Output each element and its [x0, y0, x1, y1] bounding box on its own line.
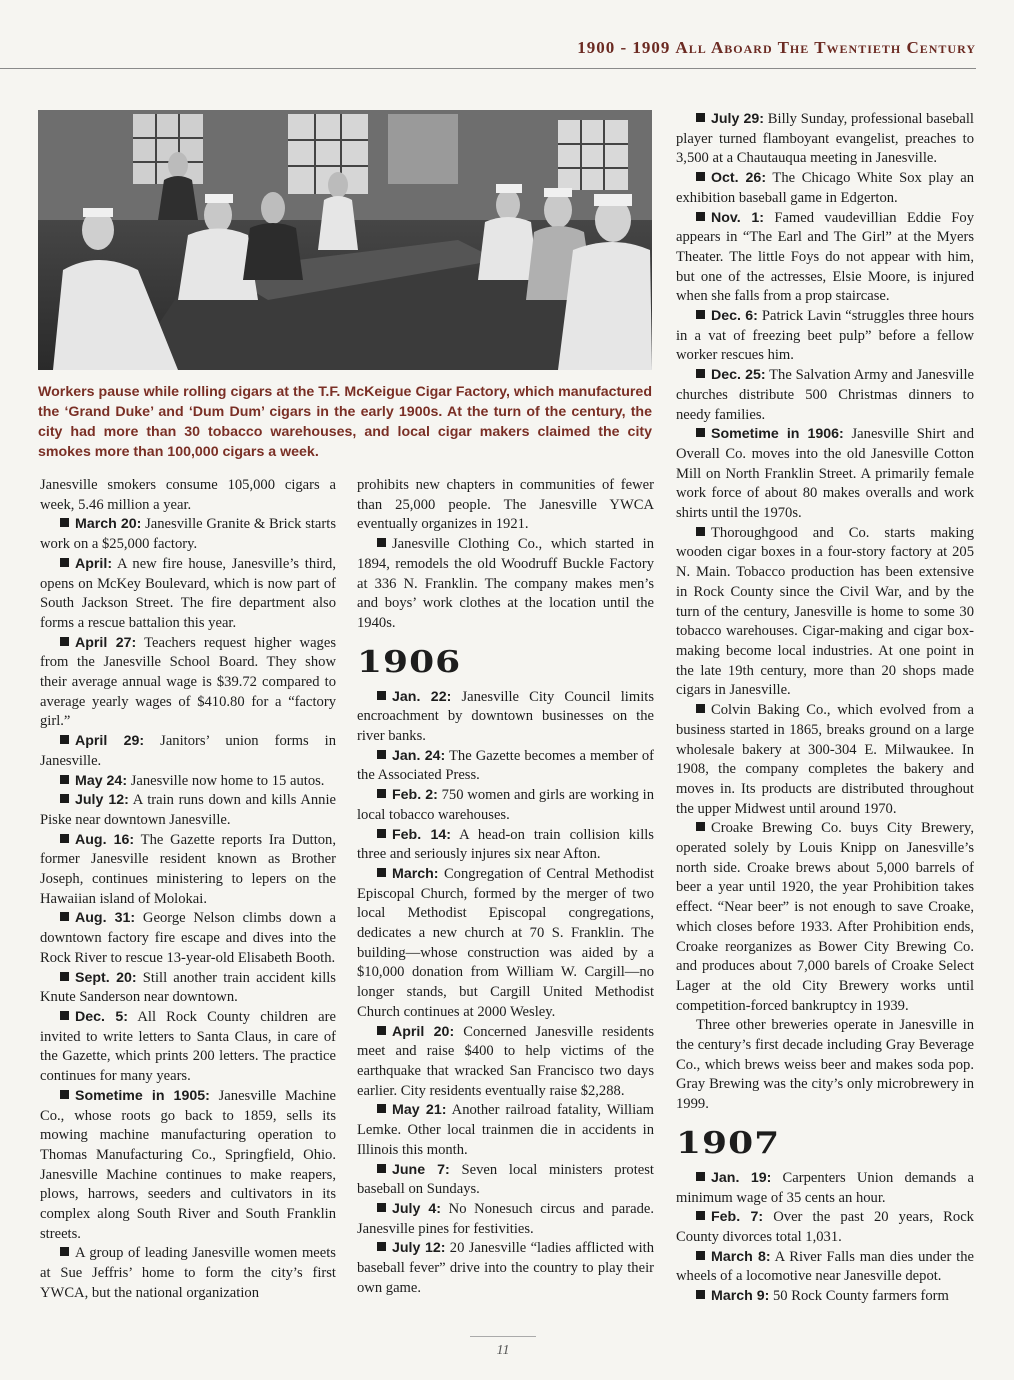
bullet-square-icon [377, 691, 386, 700]
year-heading-1907: 1907 [676, 1125, 781, 1161]
entry-date: March 9: [711, 1288, 770, 1305]
entry [676, 1016, 974, 1115]
entry-date: Nov. 1: [711, 209, 764, 226]
entry-text: Over the past 20 years, Rock County divorces total 1,031. [676, 1209, 974, 1245]
entry-date: Feb. 2: [392, 787, 438, 804]
bullet-square-icon [377, 1026, 386, 1035]
entry-date: Aug. 16: [75, 831, 135, 848]
bullet-square-icon [696, 527, 705, 536]
bullet-square-icon [60, 775, 69, 784]
column-1 [40, 476, 336, 1304]
entry-date: Jan. 24: [392, 747, 446, 764]
entry-date: Oct. 26: [711, 170, 767, 187]
entry-date: Sometime in 1905: [75, 1087, 210, 1104]
bullet-square-icon [696, 428, 705, 437]
entry [676, 169, 974, 208]
entry [40, 791, 336, 830]
entry-date: April 27: [75, 634, 137, 651]
bullet-square-icon [696, 1290, 705, 1299]
entry-text: 20 Janesville “ladies afflicted with baseball fever” drive into the country to play their own game. [357, 1240, 654, 1296]
entry-date: April 20: [392, 1023, 455, 1040]
entry [676, 425, 974, 524]
entry [676, 1169, 974, 1208]
entry [357, 747, 654, 786]
bullet-square-icon [377, 1203, 386, 1212]
entry-date: July 29: [711, 111, 764, 127]
entry-text: Patrick Lavin “struggles three hours in a vat of freezing beet pulp” before a fellow worker rescues him. [676, 308, 974, 364]
entry-text: A head-on train collision kills three and seriously injures six near Afton. [357, 826, 654, 863]
entry [357, 1200, 654, 1239]
entry-date: Sometime in 1906: [711, 426, 844, 443]
running-header [0, 38, 976, 58]
entry-text: A new fire house, Janesville’s third, opens on McKey Boulevard, which is now part of South Jackson Street. The fire department also forms a rescue battalion this year. [40, 555, 336, 631]
entry [676, 524, 974, 701]
entry-text: prohibits new chapters in communities of fewer than 25,000 people. The Janesville YWCA eventually organizes in 1921. [357, 477, 654, 533]
entry-date: June 7: [392, 1161, 450, 1178]
bullet-square-icon [377, 829, 386, 838]
entry-text: Concerned Janesville residents meet and raise $400 to help victims of the earthquake that wracked San Francisco two days earlier. City residents eventually raise $2,288. [357, 1023, 655, 1099]
column-3 [676, 110, 974, 1307]
entry-date: May 24: [75, 772, 128, 789]
entry-date: Sept. 20: [75, 969, 137, 986]
bullet-square-icon [60, 518, 69, 527]
entry [676, 1287, 974, 1307]
entry [40, 555, 336, 634]
entry-text: Still another train accident kills Knute Sanderson near downtown. [40, 969, 336, 1006]
year-heading-1906: 1906 [357, 644, 462, 679]
entry [40, 634, 336, 733]
entry-text: The Chicago White Sox play an exhibition baseball game in Edgerton. [676, 170, 974, 206]
entry [357, 826, 654, 865]
entry-text: Janesville Shirt and Overall Co. moves into the old Janesville Cotton Mill on North Franklin Street. A primarily female work force of about 80 makes overalls and work shirts until the 1970s. [676, 426, 974, 522]
entry-date: Jan. 22: [392, 688, 452, 705]
entry-date: July 12: [75, 792, 129, 809]
entry-date: Dec. 5: [75, 1008, 129, 1025]
bullet-square-icon [60, 1247, 69, 1256]
entry-text: Teachers request higher wages from the Janesville School Board. They show their average annual wage is $39.72 compared to average yearly wages of $410.80 for a “factory girl.” [40, 634, 337, 730]
entry [357, 865, 654, 1023]
entry-text: George Nelson climbs down a downtown factory fire escape and dives into the Rock River to rescue 13-year-old Elisabeth Booth. [40, 910, 336, 966]
bullet-square-icon [377, 1164, 386, 1173]
entry [357, 1161, 654, 1200]
bullet-square-icon [60, 794, 69, 803]
entry [40, 969, 336, 1008]
bullet-square-icon [377, 1104, 386, 1113]
page-number-text: 11 [496, 1343, 510, 1358]
entry [676, 110, 974, 169]
entry [40, 831, 336, 910]
entry [357, 1101, 654, 1160]
entry [357, 786, 654, 825]
entry-text: 50 Rock County farmers form [769, 1288, 949, 1305]
entry [676, 366, 974, 425]
entry-text: Another railroad fatality, William Lemke. Other local trainmen die in accidents in Illinois this month. [357, 1102, 654, 1158]
entry-text: Janesville City Council limits encroachment by downtown businesses on the river banks. [357, 688, 654, 745]
entry-text: Famed vaudevillian Eddie Foy appears in “The Earl and The Girl” at the Myers Theater. The little Foys do not appear with him, but one of the actresses, Elsie Moore, is injured when she falls from a prop staircase. [676, 209, 975, 305]
entry-text: A River Falls man dies under the wheels of a locomotive near Janesville depot. [676, 1248, 975, 1285]
entry-date: Feb. 7: [711, 1209, 764, 1226]
page-number [470, 1336, 536, 1359]
entry [676, 1208, 974, 1247]
bullet-square-icon [60, 834, 69, 843]
entry-date: April: [75, 555, 113, 572]
entry-text: Three other breweries operate in Janesville in the century’s first decade including Gray Beverage Co., which brews weiss beer and makes soda pop. Gray Brewing was the city’s only microbrewery in 1999. [676, 1017, 974, 1113]
bullet-square-icon [60, 637, 69, 646]
entry [40, 909, 336, 968]
bullet-square-icon [696, 172, 705, 181]
bullet-square-icon [60, 558, 69, 567]
entry [676, 209, 974, 308]
entry [40, 1008, 336, 1087]
entry-text: 750 women and girls are working in local tobacco warehouses. [357, 787, 654, 823]
entry-text: The Salvation Army and Janesville churches distribute 500 Christmas dinners to needy families. [676, 367, 975, 423]
bullet-square-icon [696, 212, 705, 221]
bullet-square-icon [696, 704, 705, 713]
entry-date: March 20: [75, 516, 142, 533]
bullet-square-icon [377, 868, 386, 877]
entry-text: Colvin Baking Co., which evolved from a business started in 1865, breaks ground on a large wholesale bakery at 300-304 E. Milwaukee. In 1908, the company completes the bakery and moves in. Its products are distributed throughout the upper Midwest until around 1970. [676, 702, 974, 817]
bullet-square-icon [696, 822, 705, 831]
entry-text: No Nonesuch circus and parade. Janesville pines for festivities. [357, 1200, 655, 1237]
entry [40, 1244, 336, 1303]
header-years: 1900 - 1909 [577, 38, 671, 57]
entry [676, 701, 974, 819]
entry-text: A group of leading Janesville women meets at Sue Jeffris’ home to form the city’s first YWCA, but the national organization [40, 1245, 336, 1301]
entry-date: May 21: [392, 1102, 447, 1119]
bullet-square-icon [60, 972, 69, 981]
entry-text: Janesville Machine Co., whose roots go back to 1859, sells its mowing machine manufacturing operation to Thomas Manufacturing Co., Springfield, Ohio. Janesville Machine continues to make reapers, plows, harrows, seeders and cultivators in its complex along South River and South Franklin streets. [40, 1087, 336, 1242]
cigar-factory-photo [38, 110, 652, 370]
entry-text: Thoroughgood and Co. starts making wooden cigar boxes in a four-story factory at 205 N. Main. Tobacco production has been extensive in Rock County since the Civil War, and by the turn of the century, Janesville is home to some 30 tobacco warehouses. Cigar-making and cigar box-making become local industries. At one point in the late 19th century, more than 20 shops made cigars in Janesville. [676, 524, 974, 699]
entry-text: Carpenters Union demands a minimum wage of 35 cents an hour. [676, 1169, 974, 1206]
entry-date: March 8: [711, 1248, 771, 1265]
entry [357, 476, 654, 535]
entry-text: Janitors’ union forms in Janesville. [40, 733, 337, 769]
header-rule [0, 68, 976, 69]
entry-text: Croake Brewing Co. buys City Brewery, operated solely by Louis Knipp on Janesville’s north side. Croake brews about 5,000 barrels of beer a year until 1920, the year Prohibition takes effect. “Near beer” is not enough to save Croake, which closes before 1933. After Prohibition ends, Croake reorganizes as Bower City Brewing Co. and produces about 7,000 barels of Croake Select Lager at the old City Brewery works until competition-forced bankruptcy in 1939. [676, 820, 974, 1014]
entry [676, 1248, 974, 1287]
bullet-square-icon [377, 750, 386, 759]
entry-date: Jan. 19: [711, 1169, 772, 1186]
bullet-square-icon [60, 1011, 69, 1020]
entry [40, 515, 336, 554]
entry-date: July 12: [392, 1240, 446, 1257]
entry-text: Janesville now home to 15 autos. [127, 772, 325, 789]
entry [40, 476, 336, 515]
header-title: All Aboard The Twentieth Century [675, 38, 976, 57]
bullet-square-icon [60, 1090, 69, 1099]
entry-text: The Gazette becomes a member of the Associated Press. [357, 747, 654, 784]
bullet-square-icon [377, 789, 386, 798]
entry [357, 1239, 654, 1298]
photo-caption: Workers pause while rolling cigars at the T.F. McKeigue Cigar Factory, which manufactured the ‘Grand Duke’ and ‘Dum Dum’ cigars in the early 1900s. At the turn of the century, the city had more than 30 tobacco warehouses, and local cigar makers claimed the city smokes more than 100,000 cigars a week. [38, 384, 652, 460]
bullet-square-icon [696, 1251, 705, 1260]
entry [676, 307, 974, 366]
entry [357, 535, 654, 634]
bullet-square-icon [696, 369, 705, 378]
entry [357, 1023, 654, 1102]
entry-date: April 29: [75, 733, 145, 750]
bullet-square-icon [696, 310, 705, 319]
column-2 [357, 476, 654, 1298]
entry-date: July 4: [392, 1200, 441, 1217]
entry-text: All Rock County children are invited to write letters to Santa Claus, in care of the Gazette, which prints 200 letters. The practice continues for many years. [40, 1008, 337, 1085]
bullet-square-icon [696, 1211, 705, 1220]
entry [676, 819, 974, 1016]
entry-date: Dec. 25: [711, 367, 766, 384]
page-number-rule [470, 1336, 536, 1337]
bullet-square-icon [696, 113, 705, 122]
entry-text: The Gazette reports Ira Dutton, former Janesville resident known as Brother Joseph, continues ministering to lepers on the Hawaiian island of Molokai. [40, 831, 337, 907]
entry-text: Billy Sunday, professional baseball player turned flamboyant evangelist, preaches to 3,500 at a Chautauqua meeting in Janesville. [676, 111, 974, 167]
bullet-square-icon [60, 912, 69, 921]
entry-text: Janesville smokers consume 105,000 cigars a week, 5.46 million a year. [40, 477, 336, 513]
entry [40, 732, 336, 771]
entry [40, 1087, 336, 1245]
entry-text: Congregation of Central Methodist Episcopal Church, formed by the merger of two local Methodist Episcopal congregations, dedicates a new church at 70 S. Franklin. The building—whose construction was aided by a $10,000 donation from William W. Cargill—no longer stands, but Cargill United Methodist Church continues at 2000 Wesley. [357, 865, 654, 1020]
entry-text: A train runs down and kills Annie Piske near downtown Janesville. [40, 792, 337, 828]
bullet-square-icon [377, 1242, 386, 1251]
bullet-square-icon [696, 1172, 705, 1181]
entry-text: Janesville Clothing Co., which started in 1894, remodels the old Woodruff Buckle Factory at 336 N. Franklin. The company makes men’s and boys’ work clothes at the location until the 1940s. [357, 536, 654, 631]
entry-date: Aug. 31: [75, 910, 136, 927]
entry-date: Dec. 6: [711, 308, 758, 325]
bullet-square-icon [60, 735, 69, 744]
entry-date: Feb. 14: [392, 826, 451, 843]
bullet-square-icon [377, 538, 386, 547]
entry-text: Seven local ministers protest baseball on Sundays. [357, 1161, 654, 1198]
entry-text: Janesville Granite & Brick starts work on a $25,000 factory. [40, 516, 336, 553]
entry [357, 688, 654, 747]
entry [40, 772, 336, 792]
entry-date: March: [392, 865, 439, 882]
